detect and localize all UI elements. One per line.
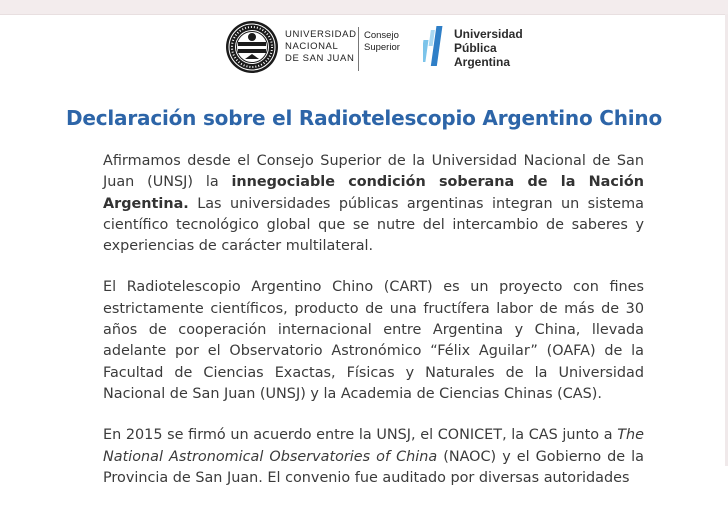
text-span: El Radiotelescopio Argentino Chino (CART) es un proyecto con fines estrictamente científicos, producto de una fructífera labor de más de 30 años de cooperación internacional entre Argentina y China, llevada adelante por el Observatorio Astronómico “Félix Aguilar” (OAFA) de la Facultad de Ciencias Exactas, Físicas y Naturales de la Universidad Nacional de San Juan (UNSJ) y la Academia de Ciencias Chinas (CAS). xyxy=(103,279,644,402)
text-span: (NAOC) y el Gobierno de la Provincia de San Juan. El convenio fue auditado por diversas autoridades xyxy=(103,448,644,486)
document-header xyxy=(0,18,728,78)
paragraph xyxy=(103,425,644,489)
text-span: En 2015 se firmó un acuerdo entre la UNSJ, el CONICET, la CAS junto a xyxy=(103,427,618,444)
text-span: Afirmamos desde el Consejo Superior de la Universidad Nacional de San Juan (UNSJ) la xyxy=(103,153,644,191)
header-divider xyxy=(358,27,359,71)
unsj-line: NACIONAL xyxy=(285,41,339,52)
upa-line: Argentina xyxy=(454,55,511,69)
document-body xyxy=(103,151,644,509)
paragraph xyxy=(103,151,644,257)
council-line: Superior xyxy=(364,42,400,53)
council-line: Consejo xyxy=(364,30,399,41)
upa-logo-icon xyxy=(423,22,449,70)
italic-text: The National Astronomical Observatories of China xyxy=(103,427,644,465)
document-title: Declaración sobre el Radiotelescopio Argentino Chino xyxy=(65,106,663,130)
upa-line: Universidad xyxy=(454,27,523,41)
unsj-line: DE SAN JUAN xyxy=(285,53,355,64)
university-seal-icon xyxy=(225,20,279,74)
upa-name xyxy=(454,27,523,69)
unsj-line: UNIVERSIDAD xyxy=(285,29,357,40)
top-bar xyxy=(0,0,728,15)
bold-text: innegociable condición soberana de la Nación Argentina. xyxy=(103,174,644,212)
paragraph xyxy=(103,277,644,405)
upa-line: Pública xyxy=(454,41,497,55)
unsj-name xyxy=(285,29,357,65)
text-span: Las universidades públicas argentinas integran un sistema científico tecnológico global que se nutre del intercambio de saberes y experiencias de carácter multilateral. xyxy=(103,195,644,255)
council-name xyxy=(364,30,400,54)
